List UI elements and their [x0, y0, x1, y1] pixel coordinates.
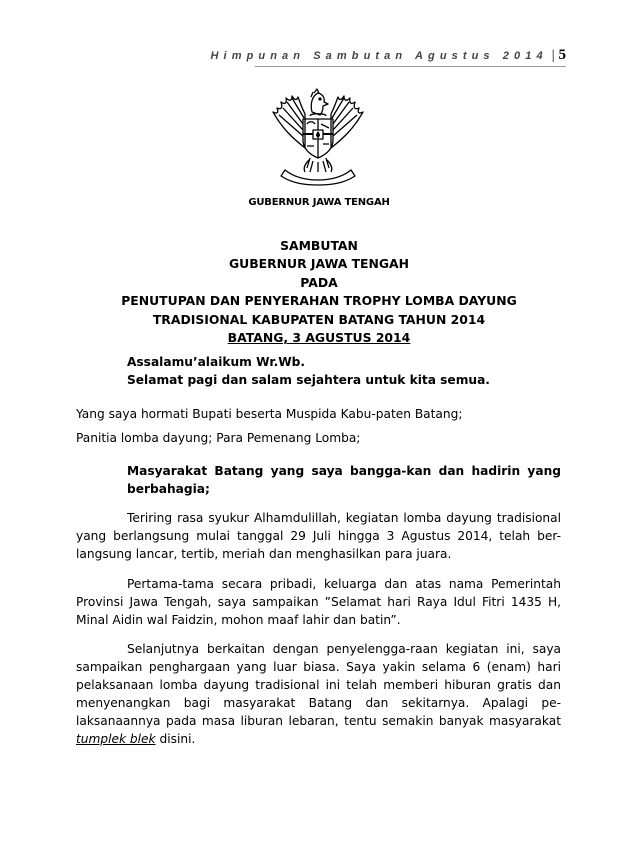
salutation-line: Panitia lomba dayung; Para Pemenang Lomba; [76, 431, 361, 445]
issuer-label: GUBERNUR JAWA TENGAH [248, 197, 390, 208]
greeting-line: Selamat pagi dan salam sejahtera untuk kita semua. [127, 373, 490, 387]
paragraph: Pertama-tama secara pribadi, keluarga dan atas nama Pemerintah Provinsi Jawa Tengah, saya sampaikan ”Selamat hari Raya Idul Fitri 1435 H, Minal Aidin wal Faidzin, mohon maaf lahir dan batin”. [76, 577, 561, 627]
title-date: BATANG, 3 AGUSTUS 2014 [227, 330, 411, 346]
garuda-emblem-icon [265, 88, 371, 186]
emphasis-term: tumplek blek [76, 732, 156, 746]
salutation-line: Yang saya hormati Bupati beserta Muspida Kabu-paten Batang; [76, 407, 463, 421]
title-line: PENUTUPAN DAN PENYERAHAN TROPHY LOMBA DAYUNG [121, 293, 517, 309]
greeting-line: Assalamu’alaikum Wr.Wb. [127, 355, 306, 369]
title-line: SAMBUTAN [280, 238, 358, 253]
title-line: TRADISIONAL KABUPATEN BATANG TAHUN 2014 [152, 311, 486, 327]
paragraph: Teriring rasa syukur Alhamdulillah, kegiatan lomba dayung tradisional yang berlangsung mulai tanggal 29 Juli hingga 3 Agustus 2014, telah ber-langsung lancar, tertib, meriah dan menghasilkan para juara. [76, 511, 561, 561]
header-rule [255, 66, 566, 67]
paragraph [76, 640, 561, 748]
paragraph-text: Selanjutnya berkaitan dengan penyelengga-raan kegiatan ini, saya sampaikan penghargaan yang luar biasa. Saya yakin selama 6 (enam) hari pelaksanaan lomba dayung tradisional ini telah memberi hiburan gratis dan menyenangkan bagi masyarakat Batang dan sekitarnya. Apalagi pe-laksanaannya pada masa liburan lebaran, tentu semakin banyak masyarakat [76, 642, 561, 728]
title-line: GUBERNUR JAWA TENGAH [228, 256, 410, 272]
page-number: 5 [558, 47, 566, 63]
running-title: Himpunan Sambutan Agustus 2014 [210, 50, 548, 62]
title-line: PADA [300, 274, 338, 290]
address-line: Masyarakat Batang yang saya bangga-kan dan hadirin yang berbahagia; [127, 464, 561, 496]
header-separator: | [551, 48, 555, 63]
paragraph-end: disini. [159, 732, 196, 746]
greeting [127, 353, 490, 389]
running-header [211, 47, 567, 64]
title-block [0, 237, 638, 347]
